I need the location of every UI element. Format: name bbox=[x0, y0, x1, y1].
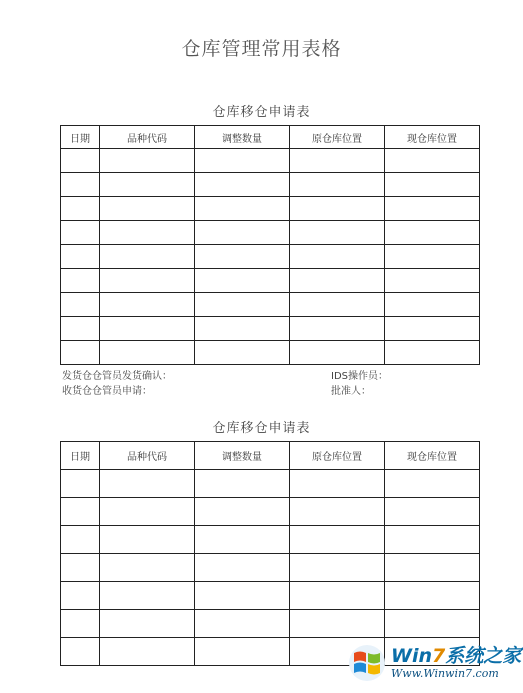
table-cell bbox=[100, 197, 195, 221]
table-cell bbox=[100, 498, 195, 526]
table-cell bbox=[290, 317, 385, 341]
table-cell bbox=[290, 554, 385, 582]
table-cell bbox=[290, 341, 385, 365]
table-row bbox=[61, 293, 480, 317]
column-header-item-code: 品种代码 bbox=[100, 442, 195, 470]
table-cell bbox=[100, 341, 195, 365]
table-cell bbox=[195, 197, 290, 221]
table-cell bbox=[195, 582, 290, 610]
table-body bbox=[61, 149, 480, 365]
table-cell bbox=[385, 341, 480, 365]
table-row bbox=[61, 554, 480, 582]
table-cell bbox=[61, 526, 100, 554]
table-cell bbox=[195, 317, 290, 341]
table-cell bbox=[385, 498, 480, 526]
table-cell bbox=[385, 554, 480, 582]
table-row bbox=[61, 245, 480, 269]
table-cell bbox=[290, 498, 385, 526]
table-row bbox=[61, 317, 480, 341]
table-cell bbox=[385, 317, 480, 341]
table-cell bbox=[100, 582, 195, 610]
column-header-current-location: 现仓库位置 bbox=[385, 442, 480, 470]
table-cell bbox=[385, 173, 480, 197]
table-row bbox=[61, 269, 480, 293]
table-cell bbox=[385, 245, 480, 269]
table-cell bbox=[100, 293, 195, 317]
table-cell bbox=[61, 269, 100, 293]
table-cell bbox=[195, 245, 290, 269]
table-cell bbox=[385, 526, 480, 554]
table-row bbox=[61, 149, 480, 173]
table-row bbox=[61, 173, 480, 197]
column-header-date: 日期 bbox=[61, 442, 100, 470]
table-body bbox=[61, 470, 480, 666]
table-cell bbox=[195, 149, 290, 173]
form-title: 仓库移仓申请表 bbox=[212, 421, 311, 436]
column-header-item-code: 品种代码 bbox=[100, 126, 195, 149]
watermark-brand: Win7系统之家 bbox=[391, 645, 522, 667]
table-cell bbox=[100, 221, 195, 245]
table-cell bbox=[61, 582, 100, 610]
table-row bbox=[61, 498, 480, 526]
table-cell bbox=[100, 554, 195, 582]
table-cell bbox=[100, 317, 195, 341]
watermark-url: Www.Winwin7.com bbox=[391, 667, 499, 680]
table-cell bbox=[290, 293, 385, 317]
table-cell bbox=[100, 470, 195, 498]
table-cell bbox=[61, 610, 100, 638]
form-title: 仓库移仓申请表 bbox=[212, 105, 311, 120]
table-cell bbox=[61, 245, 100, 269]
table-row bbox=[61, 526, 480, 554]
table-cell bbox=[61, 197, 100, 221]
table-cell bbox=[290, 221, 385, 245]
receiving-apply-label: 收货仓仓管员申请： bbox=[62, 386, 152, 397]
table-cell bbox=[61, 293, 100, 317]
table-cell bbox=[61, 638, 100, 666]
table-cell bbox=[385, 221, 480, 245]
table-cell bbox=[290, 197, 385, 221]
column-header-date: 日期 bbox=[61, 126, 100, 149]
table-row bbox=[61, 197, 480, 221]
table-cell bbox=[100, 173, 195, 197]
table-row bbox=[61, 610, 480, 638]
table-cell bbox=[100, 269, 195, 293]
table-cell bbox=[385, 610, 480, 638]
move-request-table bbox=[60, 441, 480, 666]
table-cell bbox=[195, 269, 290, 293]
table-cell bbox=[290, 610, 385, 638]
table-cell bbox=[61, 554, 100, 582]
table-cell bbox=[61, 341, 100, 365]
table-cell bbox=[195, 221, 290, 245]
table-cell bbox=[385, 149, 480, 173]
table-cell bbox=[290, 269, 385, 293]
table-cell bbox=[290, 582, 385, 610]
windows-logo-icon bbox=[347, 643, 387, 683]
table-cell bbox=[385, 197, 480, 221]
table-cell bbox=[195, 554, 290, 582]
table-cell bbox=[385, 582, 480, 610]
move-request-table bbox=[60, 125, 480, 365]
table-cell bbox=[290, 470, 385, 498]
table-cell bbox=[100, 610, 195, 638]
table-cell bbox=[195, 526, 290, 554]
table-cell bbox=[61, 149, 100, 173]
table-row bbox=[61, 470, 480, 498]
table-cell bbox=[195, 173, 290, 197]
table-cell bbox=[385, 293, 480, 317]
table-cell bbox=[385, 269, 480, 293]
table-cell bbox=[61, 498, 100, 526]
table-cell bbox=[100, 638, 195, 666]
table-cell bbox=[195, 341, 290, 365]
approver-label: 批准人： bbox=[331, 386, 371, 397]
table-cell bbox=[385, 470, 480, 498]
column-header-adjust-qty: 调整数量 bbox=[195, 126, 290, 149]
table-cell bbox=[290, 173, 385, 197]
table-cell bbox=[61, 173, 100, 197]
column-header-original-location: 原仓库位置 bbox=[290, 442, 385, 470]
table-cell bbox=[290, 245, 385, 269]
table-row bbox=[61, 582, 480, 610]
table-cell bbox=[195, 293, 290, 317]
table-cell bbox=[195, 638, 290, 666]
ids-operator-label: IDS操作员： bbox=[331, 371, 388, 382]
table-cell bbox=[195, 498, 290, 526]
table-cell bbox=[61, 317, 100, 341]
page-title: 仓库管理常用表格 bbox=[181, 38, 342, 60]
table-cell bbox=[100, 526, 195, 554]
table-cell bbox=[100, 245, 195, 269]
column-header-adjust-qty: 调整数量 bbox=[195, 442, 290, 470]
shipping-confirm-label: 发货仓仓管员发货确认： bbox=[62, 371, 172, 382]
site-watermark bbox=[347, 641, 522, 687]
column-header-current-location: 现仓库位置 bbox=[385, 126, 480, 149]
table-row bbox=[61, 221, 480, 245]
table-row bbox=[61, 341, 480, 365]
column-header-original-location: 原仓库位置 bbox=[290, 126, 385, 149]
table-cell bbox=[195, 610, 290, 638]
table-cell bbox=[290, 149, 385, 173]
table-cell bbox=[100, 149, 195, 173]
table-cell bbox=[290, 526, 385, 554]
table-cell bbox=[61, 221, 100, 245]
table-cell bbox=[61, 470, 100, 498]
table-cell bbox=[195, 470, 290, 498]
